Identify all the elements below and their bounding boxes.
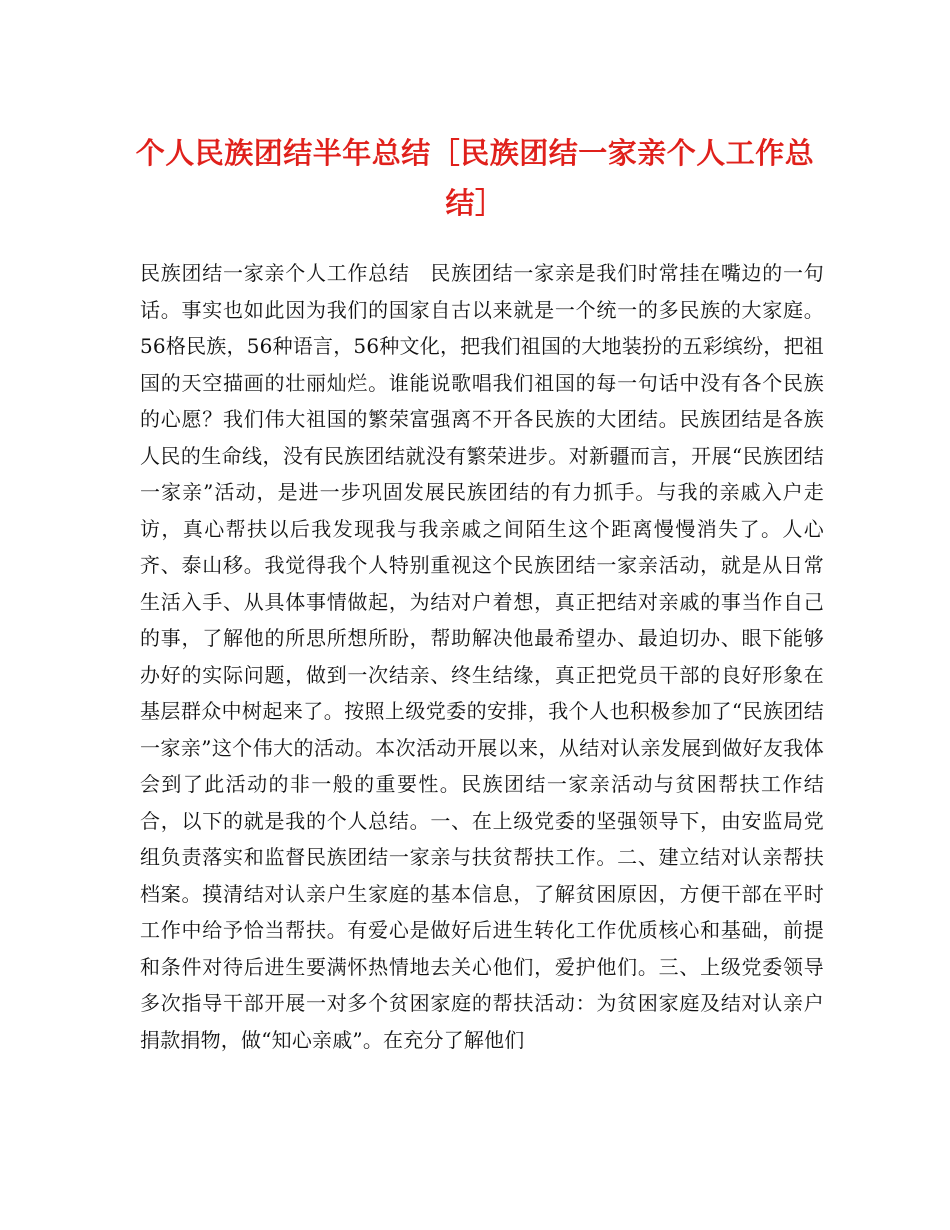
document-body: 民族团结一家亲个人工作总结 民族团结一家亲是我们时常挂在嘴边的一句话。事实也如此因为我们的国家自古以来就是一个统一的多民族的大家庭。56格民族，56种语言，56种文化，把我们祖国的大地装扮的五彩缤纷，把祖国的天空描画的壮丽灿烂。谁能说歌唱我们祖国的每一句话中没有各个民族的心愿？我们伟大祖国的繁荣富强离不开各民族的大团结。民族团结是各族人民的生命线，没有民族团结就没有繁荣进步。对新疆而言，开展“民族团结一家亲”活动，是进一步巩固发展民族团结的有力抓手。与我的亲戚入户走访，真心帮扶以后我发现我与我亲戚之间陌生这个距离慢慢消失了。人心齐、泰山移。我觉得我个人特别重视这个民族团结一家亲活动，就是从日常生活入手、从具体事情做起，为结对户着想，真正把结对亲戚的事当作自己的事，了解他的所思所想所盼，帮助解决他最希望办、最迫切办、眼下能够办好的实际问题，做到一次结亲、终生结缘，真正把党员干部的良好形象在基层群众中树起来了。按照上级党委的安排，我个人也积极参加了“民族团结一家亲”这个伟大的活动。本次活动开展以来，从结对认亲发展到做好友我体会到了此活动的非一般的重要性。民族团结一家亲活动与贫困帮扶工作结合，以下的就是我的个人总结。一、在上级党委的坚强领导下，由安监局党组负责落实和监督民族团结一家亲与扶贫帮扶工作。二、建立结对认亲帮扶档案。摸清结对认亲户生家庭的基本信息，了解贫困原因，方便干部在平时工作中给予恰当帮扶。有爱心是做好后进生转化工作优质核心和基础，前提和条件对待后进生要满怀热情地去关心他们，爱护他们。三、上级党委领导多次指导干部开展一对多个贫困家庭的帮扶活动：为贫困家庭及结对认亲户捐款捐物，做“知心亲戚”。在充分了解他们 <box>140 261 824 1052</box>
document-title: 个人民族团结半年总结［民族团结一家亲个人工作总结］ <box>135 136 815 220</box>
